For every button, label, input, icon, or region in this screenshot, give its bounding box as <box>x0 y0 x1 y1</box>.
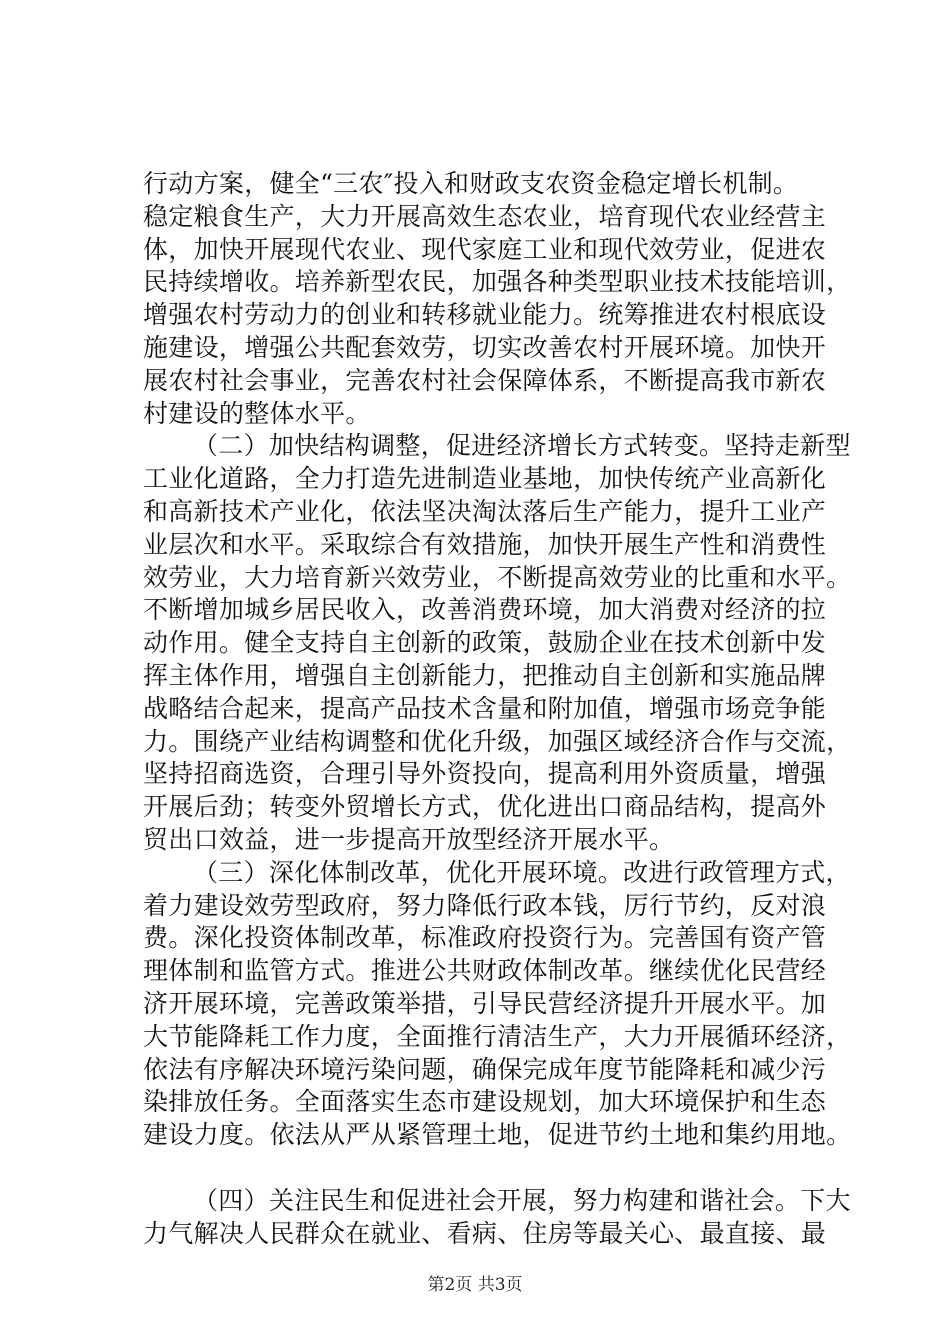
text-line: 坚持招商选资，合理引导外资投向，提高利用外资质量，增强 <box>143 759 827 789</box>
text-line: 村建设的整体水平。 <box>143 398 371 428</box>
text-line: 工业化道路，全力打造先进制造业基地，加快传统产业高新化 <box>143 464 827 494</box>
text-line: 贸出口效益，进一步提高开放型经济开展水平。 <box>143 824 675 854</box>
text-line: 业层次和水平。采取综合有效措施，加快开展生产性和消费性 <box>143 529 827 559</box>
text-line: 战略结合起来，提高产品技术含量和附加值，增强市场竞争能 <box>143 693 827 723</box>
text-line: 挥主体作用，增强自主创新能力，把推动自主创新和实施品牌 <box>143 660 827 690</box>
text-line: 开展后劲；转变外贸增长方式，优化进出口商品结构，提高外 <box>143 792 827 822</box>
text-line: 不断增加城乡居民收入，改善消费环境，加大消费对经济的拉 <box>143 595 827 625</box>
text-line: 效劳业，大力培育新兴效劳业，不断提高效劳业的比重和水平。 <box>143 562 852 592</box>
text-line: 展农村社会事业，完善农村社会保障体系，不断提高我市新农 <box>143 365 827 395</box>
paragraph-heading-line: （四）关注民生和促进社会开展，努力构建和谐社会。下大 <box>193 1185 851 1215</box>
text-line: 动作用。健全支持自主创新的政策，鼓励企业在技术创新中发 <box>143 628 827 658</box>
paragraph-heading-line: （二）加快结构调整，促进经济增长方式转变。坚持走新型 <box>193 431 851 461</box>
text-line: 稳定粮食生产，大力开展高效生态农业，培育现代农业经营主 <box>143 201 827 231</box>
text-line: 费。深化投资体制改革，标准政府投资行为。完善国有资产管 <box>143 923 827 953</box>
text-line: 建设力度。依法从严从紧管理土地，促进节约土地和集约用地。 <box>143 1120 852 1150</box>
text-line: 着力建设效劳型政府，努力降低行政本钱，厉行节约，反对浪 <box>143 890 827 920</box>
text-line: 体，加快开展现代农业、现代家庭工业和现代效劳业，促进农 <box>143 234 827 264</box>
text-line: 和高新技术产业化，依法坚决淘汰落后生产能力，提升工业产 <box>143 496 827 526</box>
text-line: 增强农村劳动力的创业和转移就业能力。统筹推进农村根底设 <box>143 300 827 330</box>
paragraph-gap <box>143 1152 833 1185</box>
text-line: 大节能降耗工作力度，全面推行清洁生产，大力开展循环经济， <box>143 1021 852 1051</box>
text-line: 施建设，增强公共配套效劳，切实改善农村开展环境。加快开 <box>143 332 827 362</box>
paragraph-heading-line: （三）深化体制改革，优化开展环境。改进行政管理方式， <box>193 857 851 887</box>
text-line: 染排放任务。全面落实生态市建设规划，加大环境保护和生态 <box>143 1087 827 1117</box>
text-line: 行动方案，健全“三农″投入和财政支农资金稳定增长机制。 <box>143 169 799 198</box>
document-body <box>143 168 852 1251</box>
text-line: 济开展环境，完善政策举措，引导民营经济提升开展水平。加 <box>143 988 827 1018</box>
text-line: 力气解决人民群众在就业、看病、住房等最关心、最直接、最 <box>143 1218 827 1248</box>
text-line: 民持续增收。培养新型农民，加强各种类型职业技术技能培训， <box>143 267 852 297</box>
text-line: 理体制和监管方式。推进公共财政体制改革。继续优化民营经 <box>143 956 827 986</box>
text-line: 力。围绕产业结构调整和优化升级，加强区域经济合作与交流， <box>143 726 852 756</box>
text-line: 依法有序解决环境污染问题，确保完成年度节能降耗和减少污 <box>143 1054 827 1084</box>
page-number-footer: 第2页 共3页 <box>427 1275 523 1295</box>
